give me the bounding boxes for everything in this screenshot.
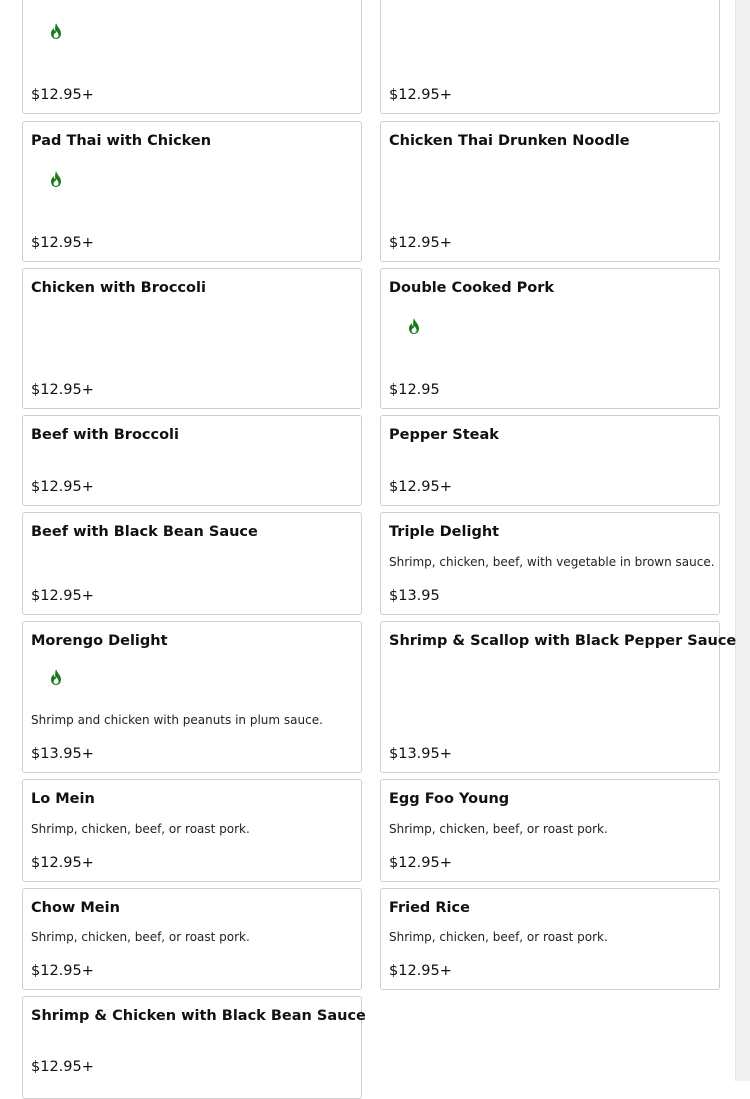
item-name: Triple Delight (389, 524, 500, 540)
item-name: Morengo Delight (31, 633, 168, 649)
item-price: $12.95+ (389, 963, 452, 979)
item-price: $12.95+ (31, 1059, 94, 1075)
menu-item-card[interactable] (380, 415, 720, 506)
item-description: Shrimp and chicken with peanuts in plum sauce. (31, 713, 323, 727)
item-price: $12.95+ (389, 855, 452, 871)
item-name: Pepper Steak (389, 427, 499, 443)
flame-icon (408, 318, 420, 334)
item-price: $13.95+ (389, 746, 452, 762)
item-name: Double Cooked Pork (389, 280, 555, 296)
menu-item-card[interactable] (22, 512, 362, 615)
item-name: Pad Thai with Chicken (31, 133, 212, 149)
item-price: $12.95 (389, 382, 440, 398)
item-name: Fried Rice (389, 900, 470, 916)
item-description: Shrimp, chicken, beef, or roast pork. (389, 822, 608, 836)
menu-item-card[interactable] (22, 621, 362, 773)
menu-item-card[interactable] (380, 268, 720, 409)
item-price: $12.95+ (31, 235, 94, 251)
item-price: $12.95+ (389, 235, 452, 251)
item-name: Egg Foo Young (389, 791, 510, 807)
menu-item-card[interactable] (22, 888, 362, 990)
menu-item-card[interactable] (380, 888, 720, 990)
item-price: $12.95+ (31, 382, 94, 398)
item-name: Chicken with Broccoli (31, 280, 206, 296)
menu-item-card[interactable] (22, 996, 366, 1099)
item-price: $13.95 (389, 588, 440, 604)
item-price: $12.95+ (389, 87, 452, 103)
menu-item-card[interactable] (380, 121, 720, 262)
item-price: $12.95+ (31, 87, 94, 103)
item-name: Chicken Thai Drunken Noodle (389, 133, 630, 149)
scrollbar[interactable] (735, 0, 750, 1081)
item-price: $12.95+ (31, 963, 94, 979)
menu-item-card[interactable] (22, 0, 362, 114)
item-description: Shrimp, chicken, beef, with vegetable in brown sauce. (389, 555, 715, 569)
flame-icon (50, 23, 62, 39)
item-name: Chow Mein (31, 900, 120, 916)
item-name: Lo Mein (31, 791, 95, 807)
menu-item-card[interactable] (380, 0, 720, 114)
item-description: Shrimp, chicken, beef, or roast pork. (389, 930, 608, 944)
item-name: Shrimp & Scallop with Black Pepper Sauce (389, 633, 737, 649)
item-description: Shrimp, chicken, beef, or roast pork. (31, 930, 250, 944)
item-price: $13.95+ (31, 746, 94, 762)
item-price: $12.95+ (31, 855, 94, 871)
flame-icon (50, 171, 62, 187)
item-description: Shrimp, chicken, beef, or roast pork. (31, 822, 250, 836)
menu-item-card[interactable] (22, 779, 362, 882)
menu-item-card[interactable] (22, 268, 362, 409)
item-price: $12.95+ (389, 479, 452, 495)
menu-item-card[interactable] (22, 121, 362, 262)
menu-item-card[interactable] (380, 779, 720, 882)
item-name: Beef with Black Bean Sauce (31, 524, 258, 540)
item-name: Beef with Broccoli (31, 427, 180, 443)
menu-item-card[interactable] (22, 415, 362, 506)
item-price: $12.95+ (31, 588, 94, 604)
item-price: $12.95+ (31, 479, 94, 495)
flame-icon (50, 669, 62, 685)
item-name: Shrimp & Chicken with Black Bean Sauce (31, 1008, 366, 1024)
menu-item-card[interactable] (380, 621, 737, 773)
menu-item-card[interactable] (380, 512, 720, 615)
